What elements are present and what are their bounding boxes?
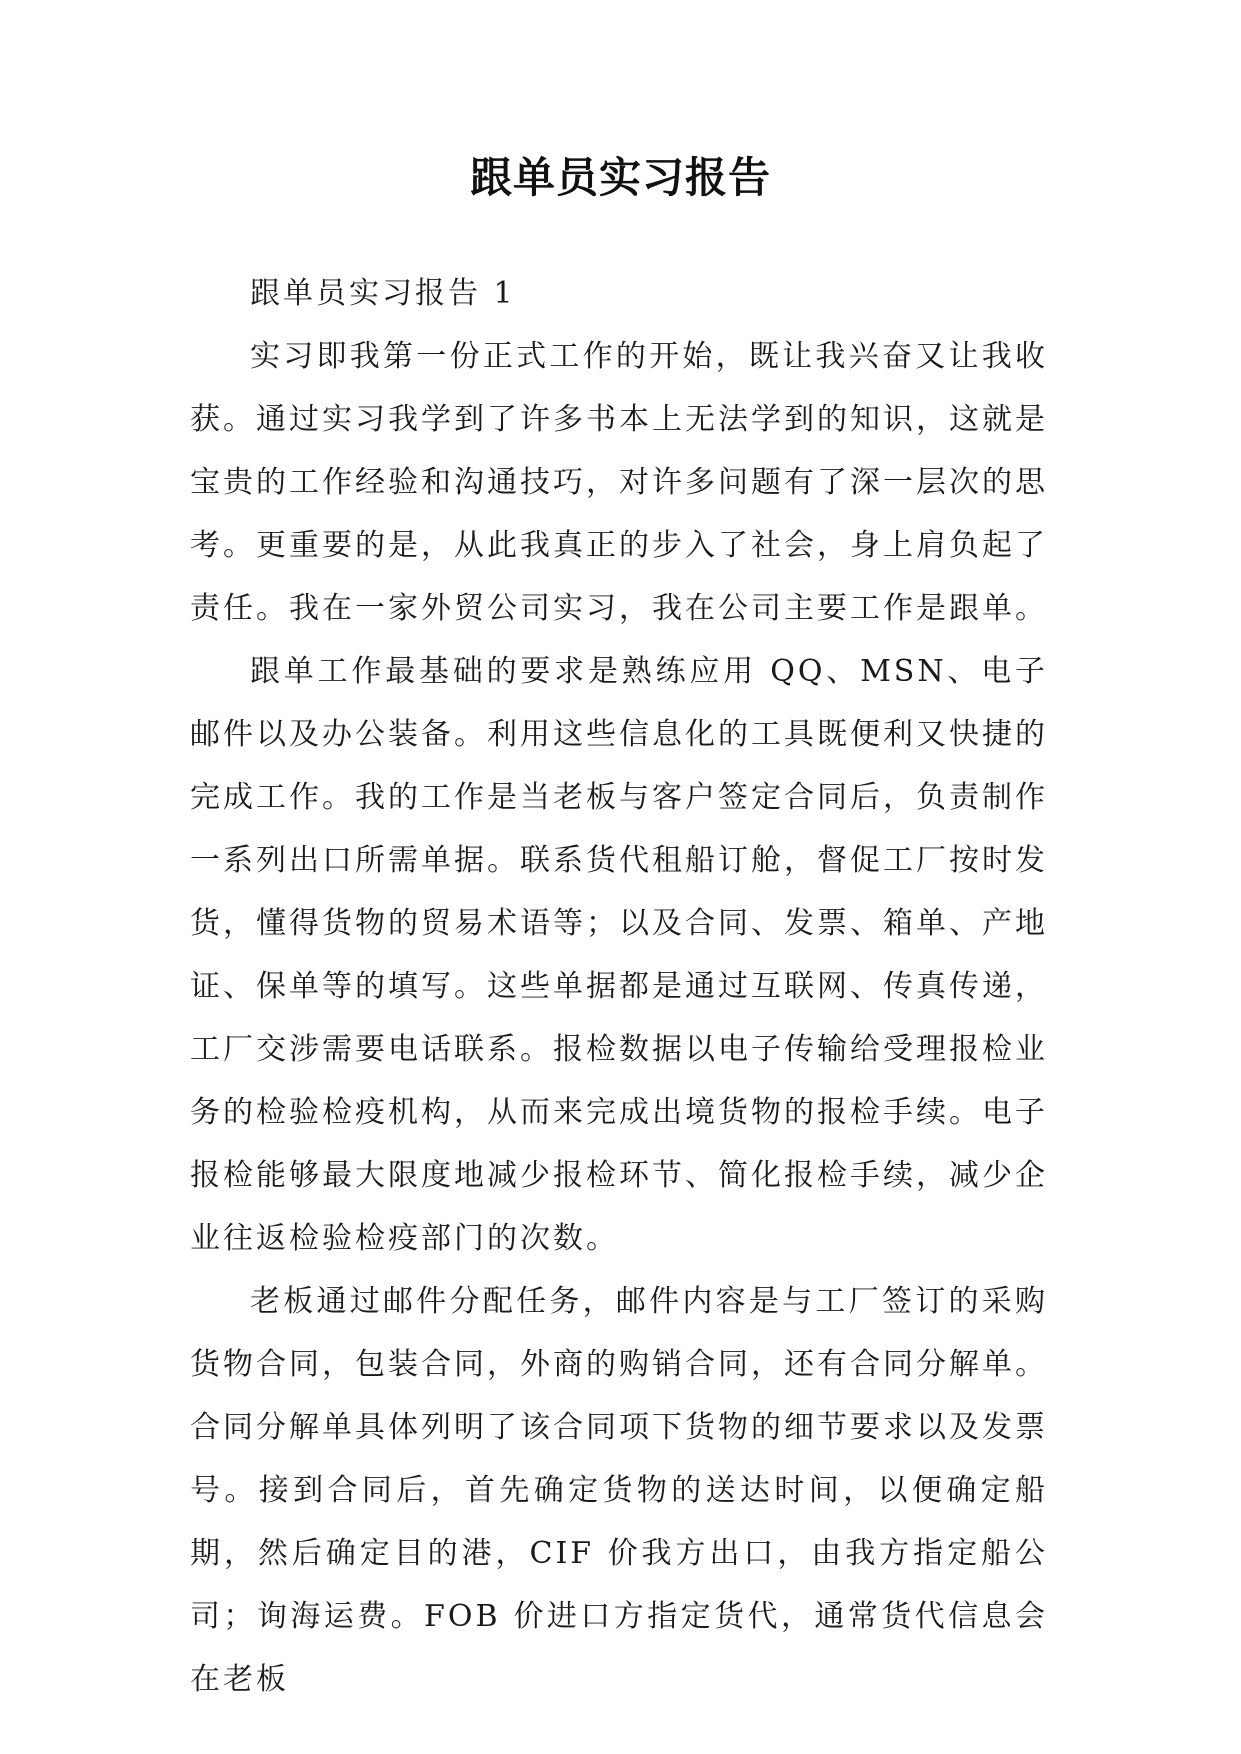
paragraph: 老板通过邮件分配任务，邮件内容是与工厂签订的采购货物合同，包装合同，外商的购销合同，还有合同分解单。合同分解单具体列明了该合同项下货物的细节要求以及发票号。接到合同后，首先确定货物的送达时间，以便确定船期，然后确定目的港，CIF 价我方出口，由我方指定船公司；询海运费。FOB 价进口方指定货代，通常货代信息会在老板	[190, 1284, 1048, 1697]
document-body	[190, 262, 1048, 1711]
document-title: 跟单员实习报告	[469, 153, 771, 202]
paragraph: 实习即我第一份正式工作的开始，既让我兴奋又让我收获。通过实习我学到了许多书本上无法学到的知识，这就是宝贵的工作经验和沟通技巧，对许多问题有了深一层次的思考。更重要的是，从此我真正的步入了社会，身上肩负起了责任。我在一家外贸公司实习，我在公司主要工作是跟单。	[190, 339, 1048, 626]
section-heading: 跟单员实习报告 1	[250, 276, 516, 311]
paragraph: 跟单工作最基础的要求是熟练应用 QQ、MSN、电子邮件以及办公装备。利用这些信息化的工具既便利又快捷的完成工作。我的工作是当老板与客户签定合同后，负责制作一系列出口所需单据。联系货代租船订舱，督促工厂按时发货，懂得货物的贸易术语等；以及合同、发票、箱单、产地证、保单等的填写。这些单据都是通过互联网、传真传递，工厂交涉需要电话联系。报检数据以电子传输给受理报检业务的检验检疫机构，从而来完成出境货物的报检手续。电子报检能够最大限度地减少报检环节、简化报检手续，减少企业往返检验检疫部门的次数。	[190, 654, 1048, 1256]
